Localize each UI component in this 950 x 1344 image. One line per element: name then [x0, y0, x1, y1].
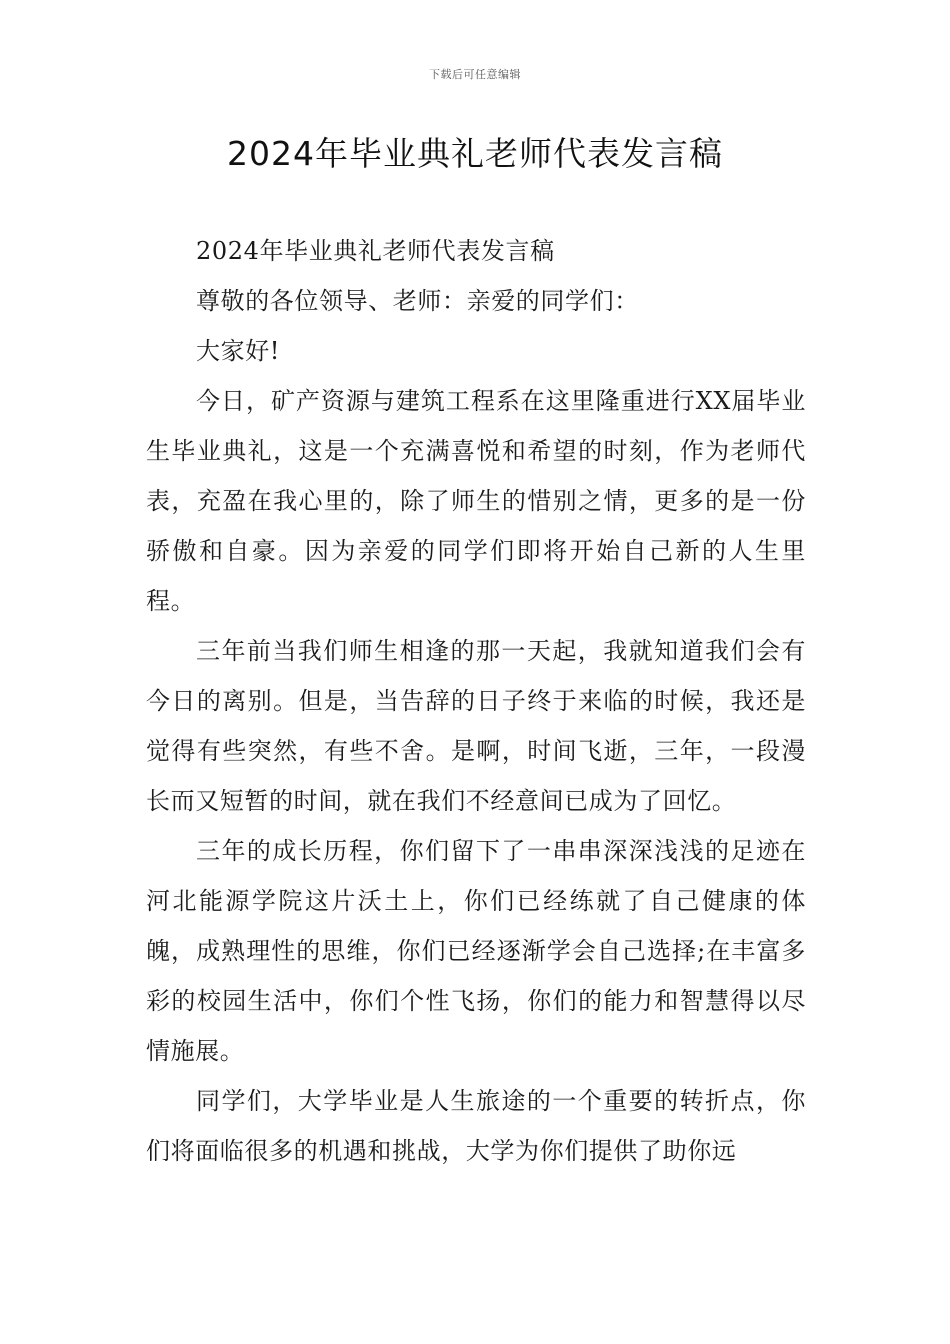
paragraph-body: 今日，矿产资源与建筑工程系在这里隆重进行XX届毕业生毕业典礼，这是一个充满喜悦和希望的时刻，作为老师代表，充盈在我心里的，除了师生的惜别之情，更多的是一份骄傲和自豪。因为亲爱的同学们即将开始自己新的人生里程。: [146, 387, 806, 615]
paragraph-body: 三年的成长历程，你们留下了一串串深深浅浅的足迹在河北能源学院这片沃土上，你们已经练就了自己健康的体魄，成熟理性的思维，你们已经逐渐学会自己选择;在丰富多彩的校园生活中，你们个性飞扬，你们的能力和智慧得以尽情施展。: [146, 837, 806, 1065]
paragraph-body: 同学们，大学毕业是人生旅途的一个重要的转折点，你们将面临很多的机遇和挑战，大学为你们提供了助你远: [146, 1087, 806, 1165]
paragraph-salutation: 尊敬的各位领导、老师：亲爱的同学们：: [196, 287, 639, 315]
header-note: 下载后可任意编辑: [429, 68, 521, 81]
paragraph-subtitle: 2024年毕业典礼老师代表发言稿: [196, 237, 555, 265]
paragraph-body: 三年前当我们师生相逢的那一天起，我就知道我们会有今日的离别。但是，当告辞的日子终于来临的时候，我还是觉得有些突然，有些不舍。是啊，时间飞逝，三年，一段漫长而又短暂的时间，就在我们不经意间已成为了回忆。: [146, 637, 806, 815]
document-title: 2024年毕业典礼老师代表发言稿: [227, 134, 723, 173]
document-body: [146, 226, 806, 1176]
paragraph-greeting: 大家好!: [196, 337, 281, 365]
